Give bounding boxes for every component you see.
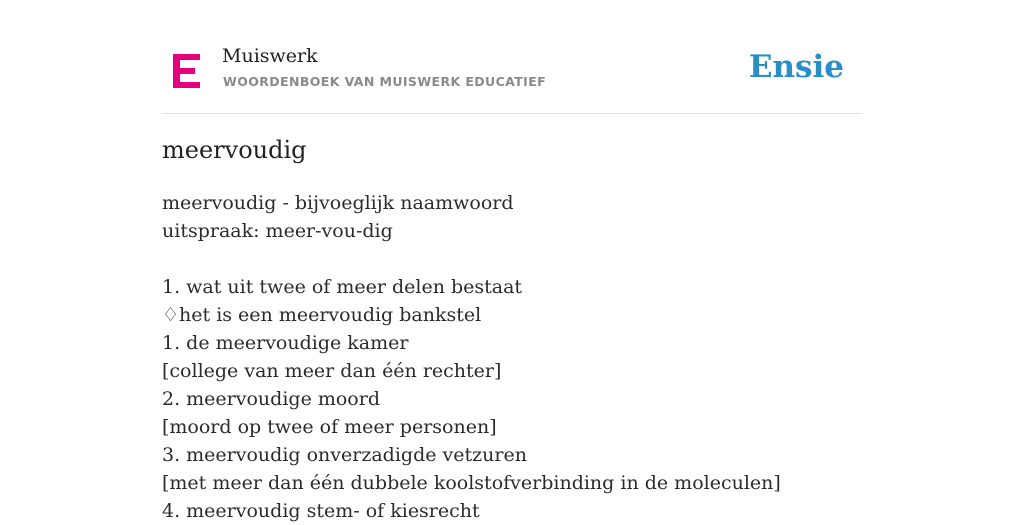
ensie-logo-link[interactable]: Ensie	[748, 49, 844, 85]
entry-line: 1. wat uit twee of meer delen bestaat	[162, 276, 523, 298]
entry-line: ♢het is een meervoudig bankstel	[162, 304, 482, 326]
entry-line: [moord op twee of meer personen]	[162, 416, 497, 438]
entry-line: [college van meer dan één rechter]	[162, 360, 502, 382]
page-container	[162, 0, 862, 522]
entry-line: 3. meervoudig onverzadigde vetzuren	[162, 444, 527, 466]
entry-line: 2. meervoudige moord	[162, 388, 380, 410]
brand-subtitle: WOORDENBOEK VAN MUISWERK EDUCATIEF	[223, 74, 547, 89]
entry-definition	[162, 189, 781, 525]
entry-line: 4. meervoudig stem- of kiesrecht	[162, 500, 480, 522]
site-header	[162, 0, 862, 114]
entry-title: meervoudig	[162, 136, 307, 164]
entry-line: 1. de meervoudige kamer	[162, 332, 409, 354]
entry-line: uitspraak: meer-vou-dig	[162, 220, 393, 242]
entry-line: [met meer dan één dubbele koolstofverbinding in de moleculen]	[162, 472, 781, 494]
muiswerk-e-icon	[173, 54, 200, 88]
entry-line	[162, 245, 781, 273]
muiswerk-logo-icon[interactable]	[173, 54, 200, 88]
brand-name[interactable]: Muiswerk	[222, 45, 318, 67]
entry-line: meervoudig - bijvoeglijk naamwoord	[162, 192, 514, 214]
